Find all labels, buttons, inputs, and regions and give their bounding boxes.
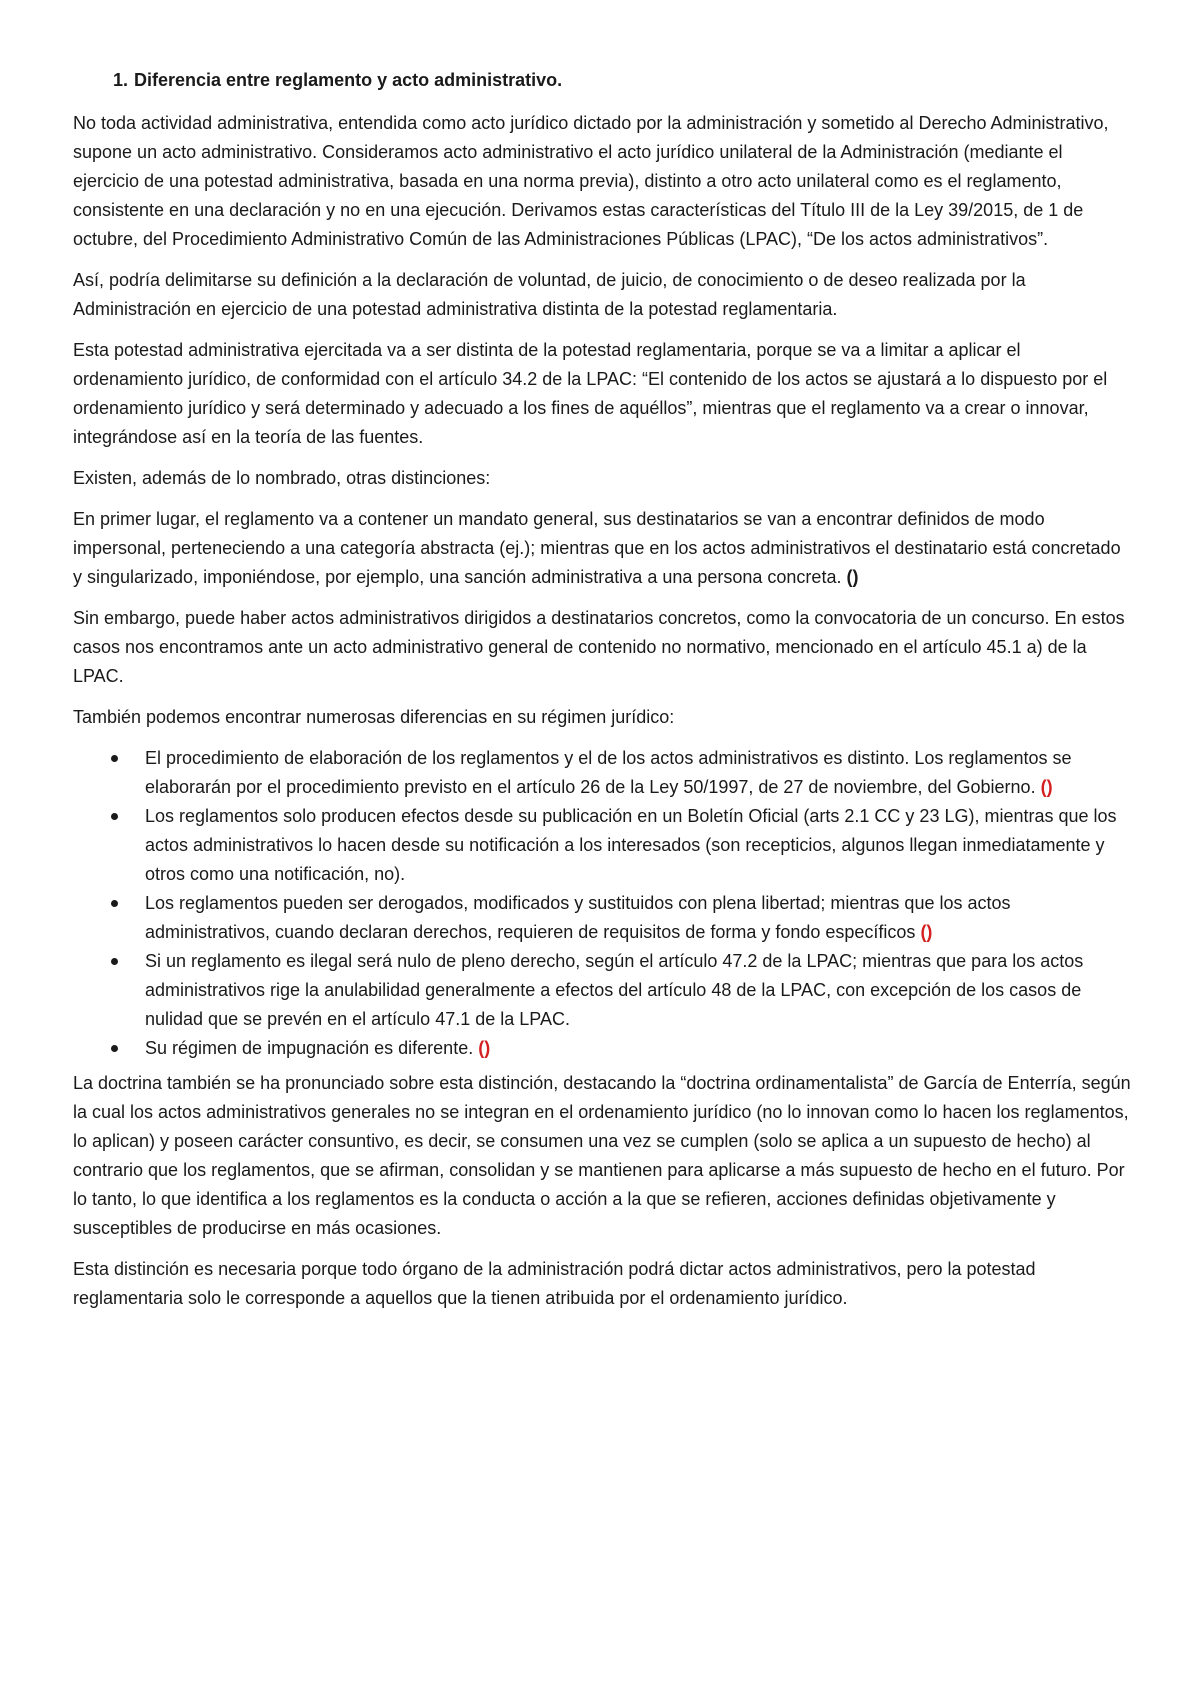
paragraph-definition: No toda actividad administrativa, entendida como acto jurídico dictado por la administración y sometido al Derecho Administrativo, supone un acto administrativo. Consideramos acto administrativo el acto jurídico unilateral de la Administración (mediante el ejercicio de una potestad administrativa, basada en una norma previa), distinto a otro acto unilateral como es el reglamento, consistente en una declaración y no en una ejecución. Derivamos estas características del Título III de la Ley 39/2015, de 1 de octubre, del Procedimiento Administrativo Común de las Administraciones Públicas (LPAC), “De los actos administrativos”. [73,113,1109,249]
paragraph-conclusion: Esta distinción es necesaria porque todo órgano de la administración podrá dictar actos administrativos, pero la potestad reglamentaria solo le corresponde a aquellos que la tienen atribuida por el ordenamiento jurídico. [73,1259,1036,1308]
paragraph-doctrina: La doctrina también se ha pronunciado sobre esta distinción, destacando la “doctrina ordinamentalista” de García de Enterría, según la cual los actos administrativos generales no se integran en el ordenamiento jurídico (no lo innovan como lo hacen los reglamentos, lo aplican) y poseen carácter consuntivo, es decir, se consumen una vez se cumplen (solo se aplica a un supuesto de hecho) al contrario que los reglamentos, que se afirman, consolidan y se mantienen para aplicarse a más supuesto de hecho en el futuro. Por lo tanto, lo que identifica a los reglamentos es la conducta o acción a la que se refieren, acciones definidas objetivamente y susceptibles de producirse en más ocasiones. [73,1073,1131,1238]
list-item-text: Si un reglamento es ilegal será nulo de pleno derecho, según el artículo 47.2 de la LPAC; mientras que para los actos administrativos rige la anulabilidad generalmente a efectos del artículo 48 de la LPAC, con excepción de los casos de nulidad que se prevén en el artículo 47.1 de la LPAC. [145,951,1084,1029]
list-item [73,744,1133,802]
paragraph-sin-embargo: Sin embargo, puede haber actos administrativos dirigidos a destinatarios concretos, como la convocatoria de un concurso. En estos casos nos encontramos ante un acto administrativo general de contenido no normativo, mencionado en el artículo 45.1 a) de la LPAC. [73,608,1125,686]
section-number: 1. [113,70,129,90]
bullet-icon [111,1045,118,1052]
paragraph-regimen-intro: También podemos encontrar numerosas diferencias en su régimen jurídico: [73,707,675,727]
paragraph-distinctions-intro: Existen, además de lo nombrado, otras distinciones: [73,468,491,488]
reference-marker: () [920,922,933,942]
bullet-icon [111,958,118,965]
list-item-text: Su régimen de impugnación es diferente. [145,1038,479,1058]
list-item [73,889,1133,947]
paragraph-delimitation: Así, podría delimitarse su definición a la declaración de voluntad, de juicio, de conocimiento o de deseo realizada por la Administración en ejercicio de una potestad administrativa distinta de la potestad reglamentaria. [73,270,1026,319]
paragraph-primer-lugar-text: En primer lugar, el reglamento va a contener un mandato general, sus destinatarios se van a encontrar definidos de modo impersonal, perteneciendo a una categoría abstracta (ej.); mientras que en los actos administrativos el destinatario está concretado y singularizado, imponiéndose, por ejemplo, una sanción administrativa a una persona concreta. [73,509,1121,587]
bullet-icon [111,755,118,762]
list-item-text: Los reglamentos solo producen efectos desde su publicación en un Boletín Oficial (arts 2.1 CC y 23 LG), mientras que los actos administrativos lo hacen desde su notificación a los interesados (son recepticios, algunos llegan inmediatamente y otros como una notificación, no). [145,806,1117,884]
differences-list [73,744,1133,1063]
bullet-icon [111,900,118,907]
reference-marker: () [1040,777,1053,797]
paragraph-primer-lugar [73,505,1133,592]
list-item-text: Los reglamentos pueden ser derogados, modificados y sustituidos con plena libertad; mientras que los actos administrativos, cuando declaran derechos, requieren de requisitos de forma y fondo específicos [145,893,1011,942]
paragraph-potestad: Esta potestad administrativa ejercitada va a ser distinta de la potestad reglamentaria, porque se va a limitar a aplicar el ordenamiento jurídico, de conformidad con el artículo 34.2 de la LPAC: “El contenido de los actos se ajustará a lo dispuesto por el ordenamiento jurídico y será determinado y adecuado a los fines de aquéllos”, mientras que el reglamento va a crear o innovar, integrándose así en la teoría de las fuentes. [73,340,1108,447]
list-item [73,802,1133,889]
reference-marker: () [478,1038,491,1058]
document-page [73,66,1133,1325]
list-item-text: El procedimiento de elaboración de los reglamentos y el de los actos administrativos es distinto. Los reglamentos se elaborarán por el procedimiento previsto en el artículo 26 de la Ley 50/1997, de 27 de noviembre, del Gobierno. [145,748,1072,797]
list-item [73,947,1133,1034]
section-heading [73,66,1133,95]
reference-marker: () [846,567,859,587]
bullet-icon [111,813,118,820]
section-title: Diferencia entre reglamento y acto administrativo. [134,70,563,90]
list-item [73,1034,1133,1063]
